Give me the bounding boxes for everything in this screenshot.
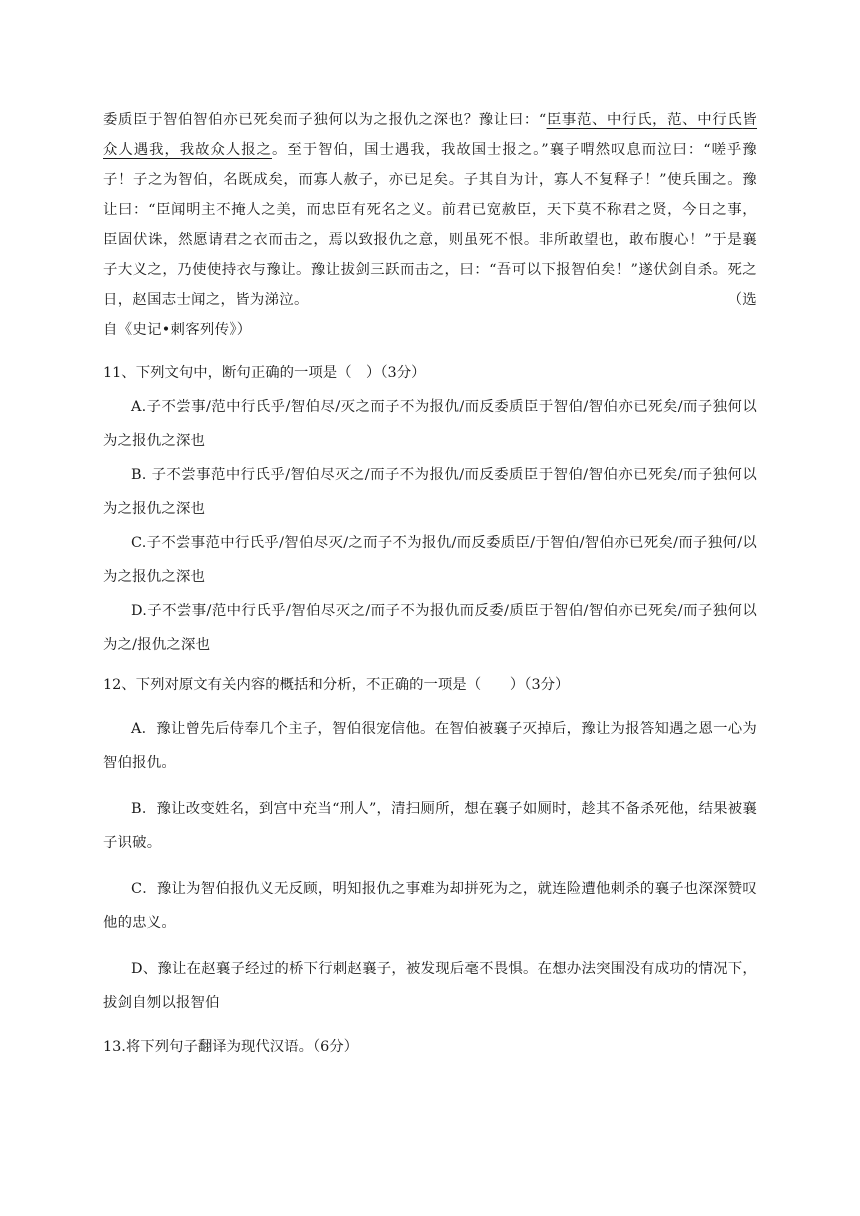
passage-underlined-sentence-part1: 臣事范、中行氏，范、中行氏: [546, 112, 743, 128]
question-11-option-a[interactable]: A.子不尝事/范中行氏乎/智伯尽/灭之而子不为报仇/而反委质臣于智伯/智伯亦已死矣/而子独何以为之报仇之深也: [103, 399, 757, 449]
question-12-title: 12、下列对原文有关内容的概括和分析，不正确的一项是（ ）（3分）: [103, 677, 570, 693]
question-13: [103, 1032, 757, 1062]
question-12-option-b[interactable]: B．豫让改变姓名，到宫中充当“刑人”，清扫厕所，想在襄子如厕时，趁其不备杀死他，结果被襄子识破。: [103, 801, 757, 851]
question-12-option-d[interactable]: D、豫让在赵襄子经过的桥下行刺赵襄子，被发现后毫不畏惧。在想办法突围没有成功的情况下，拔剑自刎以报智伯: [103, 961, 757, 1011]
passage-underlined-sentence-part2: 皆众人遇我，我故众人报之: [103, 112, 758, 158]
question-11-options: [103, 390, 757, 662]
question-11-title: 11、下列文句中，断句正确的一项是（ ）（3分）: [103, 365, 426, 381]
question-11-option-d[interactable]: D.子不尝事/范中行氏乎/智伯尽灭之/而子不为报仇而反委/质臣于智伯/智伯亦已死矣/而子独何以为之/报仇之深也: [103, 603, 757, 653]
question-13-title: 13.将下列句子翻译为现代汉语。（6分）: [103, 1039, 359, 1055]
passage-body: 。至于智伯，国士遇我，我故国士报之。”襄子喟然叹息而泣曰：“嗟乎豫子！子之为智伯，名既成矣，而寡人赦子，亦已足矣。子其自为计，寡人不复释子！”使兵围之。豫让曰：“臣闻明主不掩人之美，而忠臣有死名之义。前君已宽赦臣，天下莫不称君之贤，今日之事，臣固伏诛，然愿请君之衣而击之，焉以致报仇之意，则虽死不恨。非所敢望也，敢布腹心！”于是襄子大义之，乃使使持衣与豫让。豫让拔剑三跃而击之，曰：“吾可以下报智伯矣！”遂伏剑自杀。死之日，赵国志士闻之，皆为涕泣。: [103, 142, 757, 308]
question-12-options: [103, 712, 757, 1020]
question-11-option-b[interactable]: B. 子不尝事范中行氏乎/智伯尽灭之/而子不为报仇/而反委质臣于智伯/智伯亦已死矣/而子独何以为之报仇之深也: [103, 467, 757, 517]
passage-source-prefix: （选: [727, 292, 757, 308]
document-page: [103, 105, 757, 1062]
question-11-option-c[interactable]: C.子不尝事范中行氏乎/智伯尽灭/之而子不为报仇/而反委质臣/于智伯/智伯亦已死矣/而子独何/以为之报仇之深也: [103, 535, 757, 585]
question-12-option-a[interactable]: A．豫让曾先后侍奉几个主子，智伯很宠信他。在智伯被襄子灭掉后，豫让为报答知遇之恩一心为智伯报仇。: [103, 721, 757, 771]
question-12: [103, 670, 757, 1020]
passage-source: 自《史记•刺客列传》）: [103, 322, 252, 338]
question-11: [103, 358, 757, 662]
passage-line1-plain: 委质臣于智伯智伯亦已死矣而子独何以为之报仇之深也？豫让曰：“: [103, 112, 547, 128]
passage-text: [103, 105, 757, 345]
question-12-option-c[interactable]: C．豫让为智伯报仇义无反顾，明知报仇之事难为却拼死为之，就连险遭他刺杀的襄子也深深赞叹他的忠义。: [103, 881, 757, 931]
